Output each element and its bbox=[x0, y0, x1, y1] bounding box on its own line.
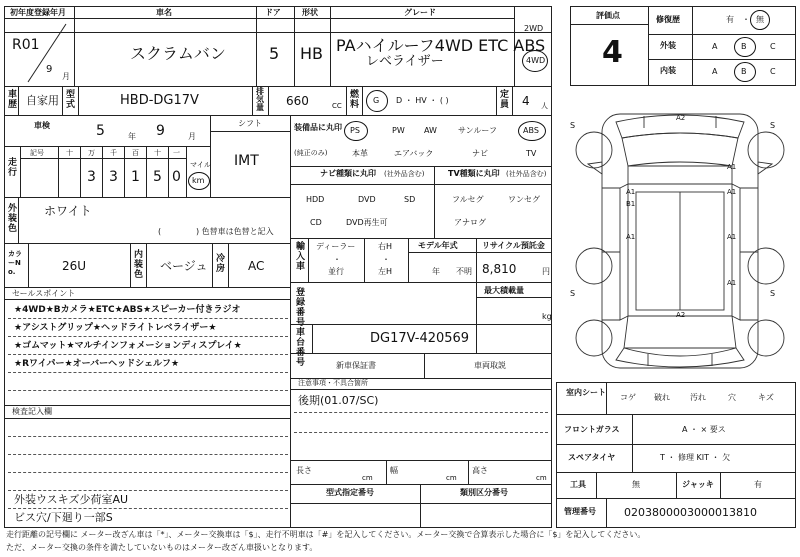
recycle-unit: 円 bbox=[542, 267, 550, 276]
displacement-unit: CC bbox=[332, 102, 342, 110]
shaken-month-unit: 月 bbox=[188, 132, 196, 141]
km-label: km bbox=[192, 176, 205, 185]
capacity-label: 定員 bbox=[500, 90, 510, 110]
equip-aw: AW bbox=[424, 126, 437, 135]
tv-fullseg: フルセグ bbox=[452, 195, 484, 204]
registration-label: 登録番号 bbox=[296, 288, 306, 328]
odo-col-5: 十 bbox=[154, 149, 161, 157]
import-right-h: 右H bbox=[378, 242, 393, 251]
model-value: HBD-DG17V bbox=[120, 93, 199, 108]
grade-line1: PAハイルーフ4WD ETC ABS bbox=[336, 36, 546, 55]
capacity-unit: 人 bbox=[541, 102, 548, 110]
mark-front-bumper: A2 bbox=[676, 114, 686, 122]
repair-sep: ・ bbox=[742, 15, 750, 24]
spare-opts: T ・ 修理 KIT ・ 欠 bbox=[660, 453, 731, 462]
odo-digit-2: 1 bbox=[131, 169, 140, 185]
fuel-label: 燃料 bbox=[350, 90, 360, 110]
odo-col-1: 十 bbox=[66, 149, 73, 157]
load-unit: kg bbox=[542, 312, 552, 321]
tools-value: 無 bbox=[632, 480, 640, 489]
seat-opt-3: 穴 bbox=[728, 393, 736, 402]
odo-col-6: 一 bbox=[173, 149, 180, 157]
int-color-label: 内装色 bbox=[134, 250, 144, 280]
repair-no: 無 bbox=[756, 15, 764, 24]
repair-label: 修復歴 bbox=[656, 15, 680, 24]
import-label: 輸入車 bbox=[296, 242, 306, 272]
footer-line1: 走行距離の記号欄に メーター改ざん車は「*」、メーター交換車は「$」、走行不明車は「#」を記入してください。メーター交換で合算表示した場合に「$」を記入してください。 bbox=[6, 530, 646, 539]
nav-dvd-play: DVD再生可 bbox=[346, 218, 388, 227]
color-no-label: カラーNo. bbox=[8, 250, 22, 276]
odo-col-0: 記号 bbox=[30, 149, 44, 157]
fuel-options: D ・ HV ・ ( ) bbox=[396, 96, 449, 105]
interior-seat-label: 室内シート bbox=[566, 388, 606, 397]
reg-month-unit: 月 bbox=[62, 72, 70, 81]
ac-label: 冷房 bbox=[216, 254, 226, 274]
import-dot2: ・ bbox=[382, 255, 390, 264]
interior-label: 内装 bbox=[660, 66, 676, 75]
shape-value: HB bbox=[300, 44, 324, 63]
inspector-line2: ビス穴/下廻り一部S bbox=[14, 511, 113, 524]
color-note: ) 色替車は色替と記入 bbox=[196, 227, 274, 236]
score-value: 4 bbox=[602, 35, 623, 70]
equip-sunroof: サンルーフ bbox=[458, 126, 497, 135]
nav-label: ナビ種類に丸印 bbox=[320, 169, 376, 178]
int-color-value: ベージュ bbox=[160, 259, 208, 273]
drive-4wd: 4WD bbox=[526, 56, 546, 65]
nav-sd: SD bbox=[404, 195, 416, 204]
shaken-month: 9 bbox=[156, 123, 165, 139]
odo-col-4: 百 bbox=[132, 149, 139, 157]
mgmt-value: 0203800003000013810 bbox=[624, 506, 757, 519]
sales-line-1: ★アシストグリップ★ヘッドライトレベライザー★ bbox=[14, 323, 217, 333]
mile-label: マイル bbox=[190, 161, 211, 169]
shift-label: シフト bbox=[238, 119, 262, 128]
width-label: 幅 bbox=[390, 466, 398, 475]
mark-right-front-door: A1 bbox=[727, 188, 737, 196]
seat-opt-1: 破れ bbox=[654, 393, 670, 402]
drive-2wd: 2WD bbox=[524, 24, 544, 33]
equip-pw: PW bbox=[392, 126, 405, 135]
score-label: 評価点 bbox=[596, 11, 620, 20]
shaken-year: 5 bbox=[96, 123, 105, 139]
chassis-label: 車台番号 bbox=[296, 328, 306, 368]
inspector-label: 検査記入欄 bbox=[12, 407, 52, 416]
mgmt-label: 管理番号 bbox=[564, 507, 596, 516]
odo-col-2: 万 bbox=[88, 149, 95, 157]
chassis-value: DG17V-420569 bbox=[370, 331, 470, 346]
equip-leather: 本革 bbox=[352, 149, 368, 158]
odo-label: 走行 bbox=[8, 158, 18, 178]
ext-c: C bbox=[770, 42, 776, 51]
mark-right-rear-door: A1 bbox=[727, 233, 737, 241]
int-a: A bbox=[712, 67, 718, 76]
tire-fl: S bbox=[570, 121, 576, 130]
usage-label: 車歴 bbox=[8, 90, 18, 110]
length-unit: cm bbox=[362, 474, 373, 482]
equip-ps: PS bbox=[350, 126, 360, 135]
first-reg-label: 初年度登録年月 bbox=[10, 8, 66, 17]
odo-digit-3: 5 bbox=[153, 169, 162, 185]
door-label: ドア bbox=[265, 8, 281, 17]
shaken-year-unit: 年 bbox=[128, 132, 136, 141]
sales-label: セールスポイント bbox=[12, 289, 76, 298]
capacity-value: 4 bbox=[522, 94, 530, 108]
jack-label: ジャッキ bbox=[682, 480, 714, 489]
recycle-value: 8,810 bbox=[482, 262, 517, 276]
footer-line2: ただ、メーター交換の条件を満たしていないものはメーター改ざん車扱いとなります。 bbox=[6, 543, 318, 552]
ext-a: A bbox=[712, 42, 718, 51]
int-b: B bbox=[741, 67, 747, 76]
car-diagram bbox=[560, 102, 800, 380]
exterior-label: 外装 bbox=[660, 41, 676, 50]
tire-fr: S bbox=[770, 121, 776, 130]
ext-b: B bbox=[741, 42, 747, 51]
displacement-value: 660 bbox=[286, 94, 309, 108]
tv-analog: アナログ bbox=[454, 218, 486, 227]
displacement-label: 排気量 bbox=[256, 87, 264, 112]
class-no-label: 類別区分番号 bbox=[460, 488, 508, 497]
manual-label: 車両取説 bbox=[474, 361, 506, 370]
mark-left-front-door: A1 bbox=[626, 188, 636, 196]
usage-value: 自家用 bbox=[26, 94, 59, 107]
equip-airbag: エアバック bbox=[394, 149, 434, 158]
type-no-label: 型式指定番号 bbox=[326, 488, 374, 497]
era-value: R01 bbox=[12, 37, 40, 53]
grade-line2: レベライザー bbox=[366, 54, 444, 69]
mark-right-fender: A1 bbox=[727, 163, 737, 171]
sales-line-3: ★Rワイパー★オーバーヘッドシェルフ★ bbox=[14, 359, 180, 369]
shaken-label: 車検 bbox=[34, 121, 50, 130]
jack-value: 有 bbox=[754, 480, 762, 489]
length-label: 長さ bbox=[296, 466, 312, 475]
mark-left-rear-door: A1 bbox=[626, 233, 636, 241]
model-label: 型式 bbox=[66, 90, 76, 110]
shift-value: IMT bbox=[234, 153, 259, 169]
color-no-value: 26U bbox=[62, 259, 87, 273]
model-year-unit: 年 bbox=[432, 267, 440, 276]
color-label: 外装色 bbox=[8, 204, 18, 234]
import-dealer: ディーラー bbox=[316, 242, 356, 251]
nav-sub: (社外品含む) bbox=[384, 170, 425, 178]
width-unit: cm bbox=[446, 474, 457, 482]
equip-tv: TV bbox=[526, 149, 537, 158]
tire-rl: S bbox=[570, 289, 576, 298]
tire-rr: S bbox=[770, 289, 776, 298]
repair-yes: 有 bbox=[726, 15, 734, 24]
color-note-open: ( bbox=[158, 227, 162, 236]
windshield-opts: A ・ × 要ス bbox=[682, 425, 726, 434]
seat-opt-4: キズ bbox=[758, 393, 774, 402]
equip-nav: ナビ bbox=[472, 149, 488, 158]
height-label: 高さ bbox=[472, 466, 488, 475]
mark-rear-bumper: A2 bbox=[676, 311, 686, 319]
fuel-selected: G bbox=[373, 96, 380, 105]
tv-sub: (社外品含む) bbox=[506, 170, 547, 178]
car-name: スクラムバン bbox=[130, 44, 226, 63]
import-dot: ・ bbox=[333, 255, 341, 264]
import-left-h: 左H bbox=[378, 267, 393, 276]
tools-label: 工具 bbox=[570, 480, 586, 489]
reg-month: 9 bbox=[46, 64, 53, 75]
inspector-line1: 外装ウスキズ少荷室AU bbox=[14, 493, 129, 506]
equip-abs: ABS bbox=[523, 126, 539, 135]
car-name-label: 車名 bbox=[156, 8, 172, 17]
seat-opt-0: コゲ bbox=[620, 393, 636, 402]
equip-sub-label: (純正のみ) bbox=[294, 149, 328, 157]
tv-oneseg: ワンセグ bbox=[508, 195, 540, 204]
recycle-label: リサイクル預託金 bbox=[482, 241, 545, 250]
door-count: 5 bbox=[269, 44, 280, 63]
sales-line-0: ★4WD★Bカメラ★ETC★ABS★スピーカー付きラジオ bbox=[14, 305, 241, 315]
model-year-value: 不明 bbox=[456, 267, 472, 276]
shape-label: 形状 bbox=[302, 8, 318, 17]
load-label: 最大積載量 bbox=[484, 286, 524, 295]
notes-label: 注意事項・不具合箇所 bbox=[298, 379, 368, 387]
int-c: C bbox=[770, 67, 776, 76]
nav-hdd: HDD bbox=[306, 195, 325, 204]
odo-digit-0: 3 bbox=[87, 169, 96, 185]
ac-value: AC bbox=[248, 259, 265, 273]
color-value: ホワイト bbox=[44, 204, 92, 218]
grade-label: グレード bbox=[404, 8, 436, 17]
windshield-label: フロントガラス bbox=[564, 425, 620, 434]
odo-digit-1: 3 bbox=[109, 169, 118, 185]
warranty-label: 新車保証書 bbox=[336, 361, 376, 370]
model-year-label: モデル年式 bbox=[418, 241, 458, 250]
nav-cd: CD bbox=[310, 218, 322, 227]
spare-label: スペアタイヤ bbox=[568, 453, 616, 462]
height-unit: cm bbox=[536, 474, 547, 482]
sales-line-2: ★ゴムマット★マルチインフォメーションディスプレイ★ bbox=[14, 341, 242, 351]
notes-timing: 後期(01.07/SC) bbox=[298, 394, 379, 407]
odo-col-3: 千 bbox=[110, 149, 117, 157]
import-parallel: 並行 bbox=[328, 267, 344, 276]
equip-label: 装備品に丸印 bbox=[294, 123, 342, 132]
tv-label: TV種類に丸印 bbox=[448, 169, 500, 178]
nav-dvd: DVD bbox=[358, 195, 376, 204]
seat-opt-2: 汚れ bbox=[690, 393, 706, 402]
odo-digit-4: 0 bbox=[172, 169, 181, 185]
mark-right-quarter: A1 bbox=[727, 279, 737, 287]
mark-left-panel: B1 bbox=[626, 200, 636, 208]
